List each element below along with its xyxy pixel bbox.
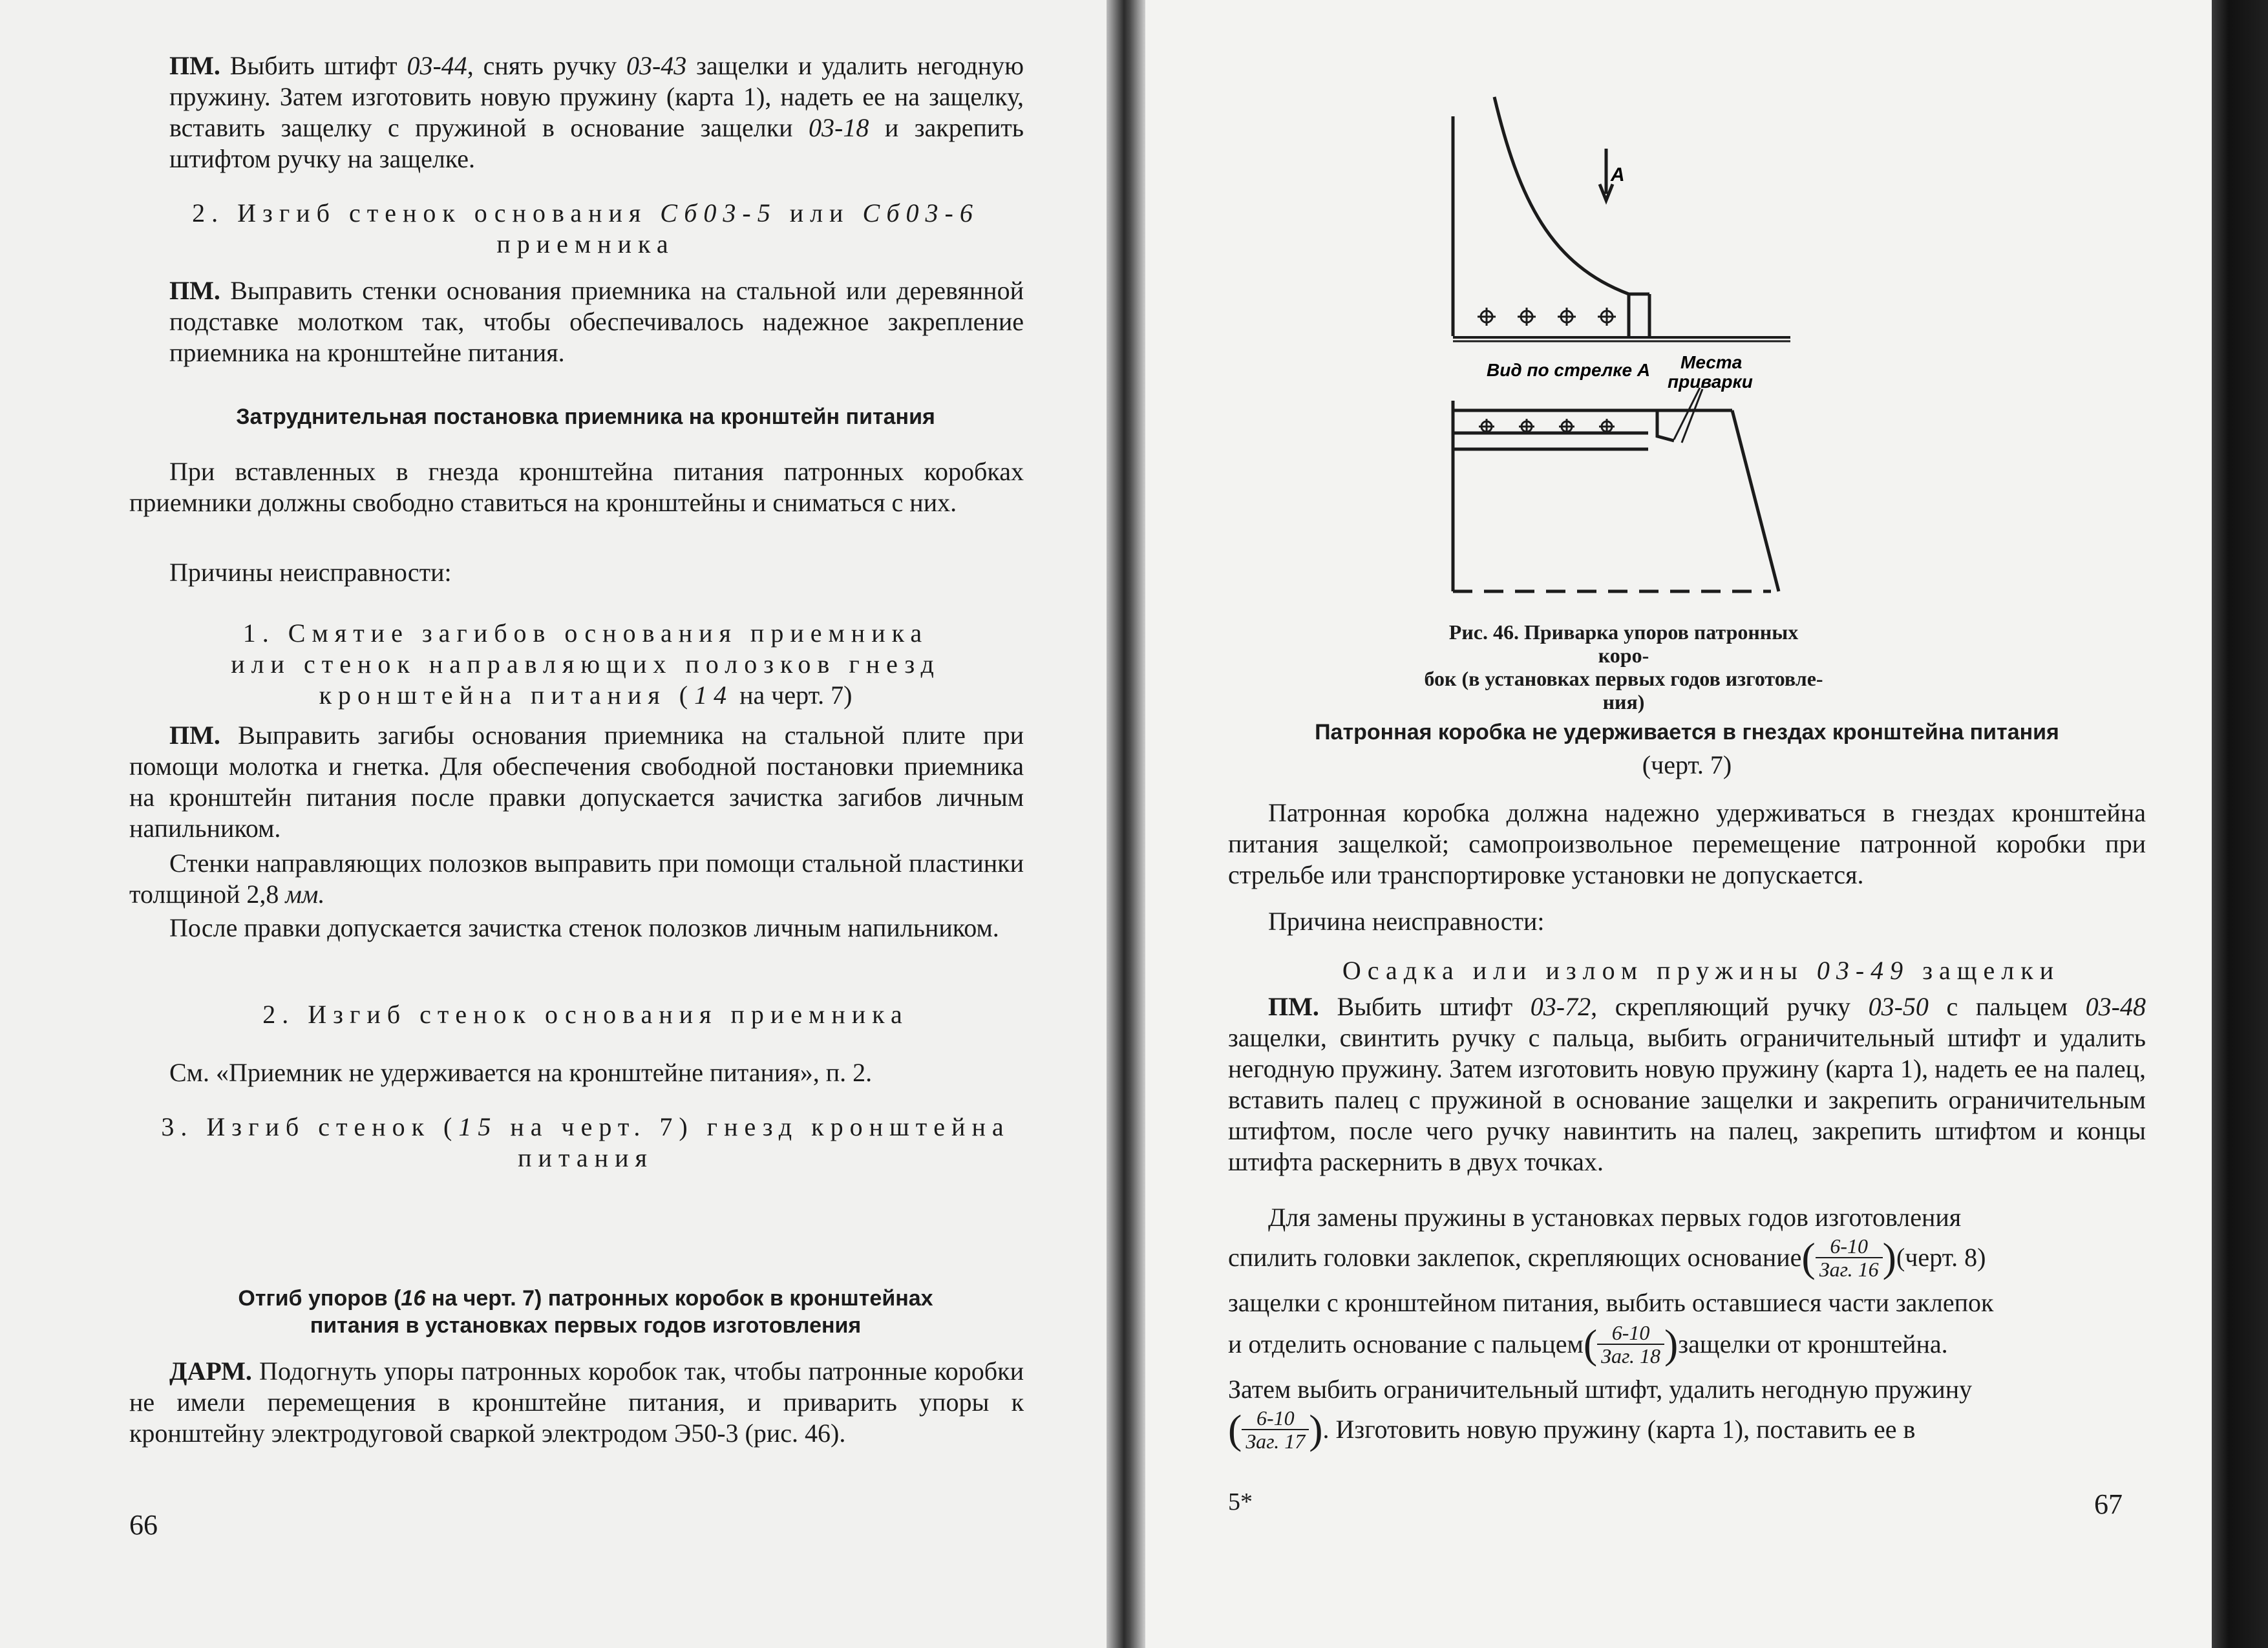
left-paragraph-5: ПМ. Выправить загибы основания приемника на стальной плите при помощи молотка и гнетка. Для обеспечения свободной постановки приемника на кронштейн питания после правки допускается зачистка загибов личным напильником. — [129, 721, 1024, 843]
right-section-heading: Патронная коробка не удерживается в гнездах кронштейна питания — [1315, 720, 2059, 745]
right-page-number: 67 — [2094, 1488, 2123, 1520]
fig-arrow-label: А — [1611, 164, 1625, 185]
left-paragraph-4: Причины неисправности: — [169, 558, 452, 587]
right-paragraph-2: Причина неисправности: — [1268, 907, 1545, 936]
figure-46-drawing — [1441, 71, 1803, 601]
left-page-number: 66 — [129, 1509, 158, 1541]
right-paragraph-4-line-6: ( $\frac{6-10}{\text{Заг. 17}}$ ) . Изготовить новую пружину (карта 1), поставить ее в — [1228, 1406, 1916, 1453]
fig-weld-hook — [1648, 410, 1674, 441]
right-paragraph-3: ПМ. Выбить штифт 03-72, скрепляющий ручку 03-50 с пальцем 03-48 защелки, свинтить ручку с пальца, выбить ограничительный штифт и удалить негодную пружину. Затем изготовить новую пружину (карта 1), надеть ее на палец, вставить палец с пружиной в основание защелки и закрепить ограничительным штифтом, после чего ручку навинтить на палец, закрепить штифтом и концы штифта раскернить в двух точках. — [1228, 992, 2146, 1176]
right-paragraph-4-line-1: Для замены пружины в установках первых годов изготовления — [1268, 1203, 1962, 1232]
fraction-zag-16: $\frac{6-10}{\text{Заг. 16}}$ — [1816, 1235, 1883, 1280]
right-page — [1145, 0, 2212, 1648]
left-section-heading-2: Отгиб упоров (16 на черт. 7) патронных коробок в кронштейнах питания в установках первых годов изготовления — [238, 1286, 933, 1338]
left-heading-4: 3. Изгиб стенок (15 на черт. 7) гнезд кронштейна питания — [161, 1112, 1010, 1172]
signature-mark: 5* — [1228, 1488, 1253, 1516]
left-paragraph-6: Стенки направляющих полозков выправить при помощи стальной пластинки толщиной 2,8 мм. — [129, 849, 1024, 909]
right-paragraph-4-line-4: и отделить основание с пальцем ( $\frac{6-10}{\text{Заг. 18}}$ ) защелки от кронштейна. — [1228, 1321, 1948, 1368]
fraction-zag-17: $\frac{6-10}{\text{Заг. 17}}$ — [1242, 1407, 1309, 1452]
left-paragraph-11: ДАРМ. Подогнуть упоры патронных коробок так, чтобы патронные коробки не имели перемещения в кронштейне питания, и приварить упоры к кронштейну электродуговой сваркой электродом Э50-3 (рис. 46). — [129, 1357, 1024, 1448]
right-paragraph-4-line-5: Затем выбить ограничительный штифт, удалить негодную пружину — [1228, 1375, 1973, 1404]
right-paragraph-4-line-3: защелки с кронштейном питания, выбить оставшиеся части заклепок — [1228, 1288, 1994, 1317]
right-section-reference: (черт. 7) — [1642, 750, 1732, 779]
book-gutter — [1107, 0, 1145, 1648]
left-heading-2: 1. Смятие загибов основания приемника или стенок направляющих полозков гнезд кронштейна питания (14 на черт. 7) — [231, 618, 940, 710]
fig-rivet-row-top — [1478, 308, 1616, 326]
left-paragraph-3: При вставленных в гнезда кронштейна питания патронных коробках приемники должны свободно ставиться на кронштейны и сниматься с них. — [129, 457, 1024, 517]
right-paragraph-1: Патронная коробка должна надежно удерживаться в гнездах кронштейна питания защелкой; самопроизвольное перемещение патронной коробки при стрельбе или транспортировке установки не допускается. — [1228, 798, 2146, 889]
left-section-heading-1: Затруднительная постановка приемника на кронштейн питания — [236, 405, 935, 429]
left-heading-3: 2. Изгиб стенок основания приемника — [262, 1000, 909, 1029]
fig-weld-label-2: приварки — [1668, 372, 1753, 392]
left-page — [0, 0, 1107, 1648]
right-heading-1: Осадка или излом пружины 03-49 защелки — [1342, 956, 2061, 985]
figure-46-caption: Рис. 46. Приварка упоров патронных коро- бок (в установках первых годов изготовле- ния) — [1424, 620, 1823, 713]
left-paragraph-7: После правки допускается зачистка стенок полозков личным напильником. — [169, 913, 999, 942]
left-paragraph-8: См. «Приемник не удерживается на кронштейне питания», п. 2. — [169, 1058, 873, 1087]
fig-slanted-edge — [1732, 410, 1779, 591]
left-paragraph-2: ПМ. Выправить стенки основания приемника на стальной или деревянной подставке молотком так, чтобы обеспечивалось надежное закрепление приемника на кронштейне питания. — [169, 276, 1024, 367]
right-paragraph-4-line-2: спилить головки заклепок, скрепляющих основание ( $\frac{6-10}{\text{Заг. 16}}$ ) (черт. 8) — [1228, 1234, 1986, 1281]
fraction-zag-18: $\frac{6-10}{\text{Заг. 18}}$ — [1597, 1322, 1664, 1367]
left-paragraph-1: ПМ. Выбить штифт 03-44, снять ручку 03-43 защелки и удалить негодную пружину. Затем изготовить новую пружину (карта 1), надеть ее на защелку, вставить защелку с пружиной в основание защелки 03-18 и закрепить штифтом ручку на защелке. — [169, 51, 1024, 173]
fig-view-label: Вид по стрелке А — [1487, 360, 1651, 380]
scan-right-edge — [2212, 0, 2268, 1648]
left-heading-1: 2. Изгиб стенок основания Сб03-5 или Сб03-6 приемника — [192, 198, 979, 259]
fig-weld-label-1: Места — [1680, 352, 1743, 372]
